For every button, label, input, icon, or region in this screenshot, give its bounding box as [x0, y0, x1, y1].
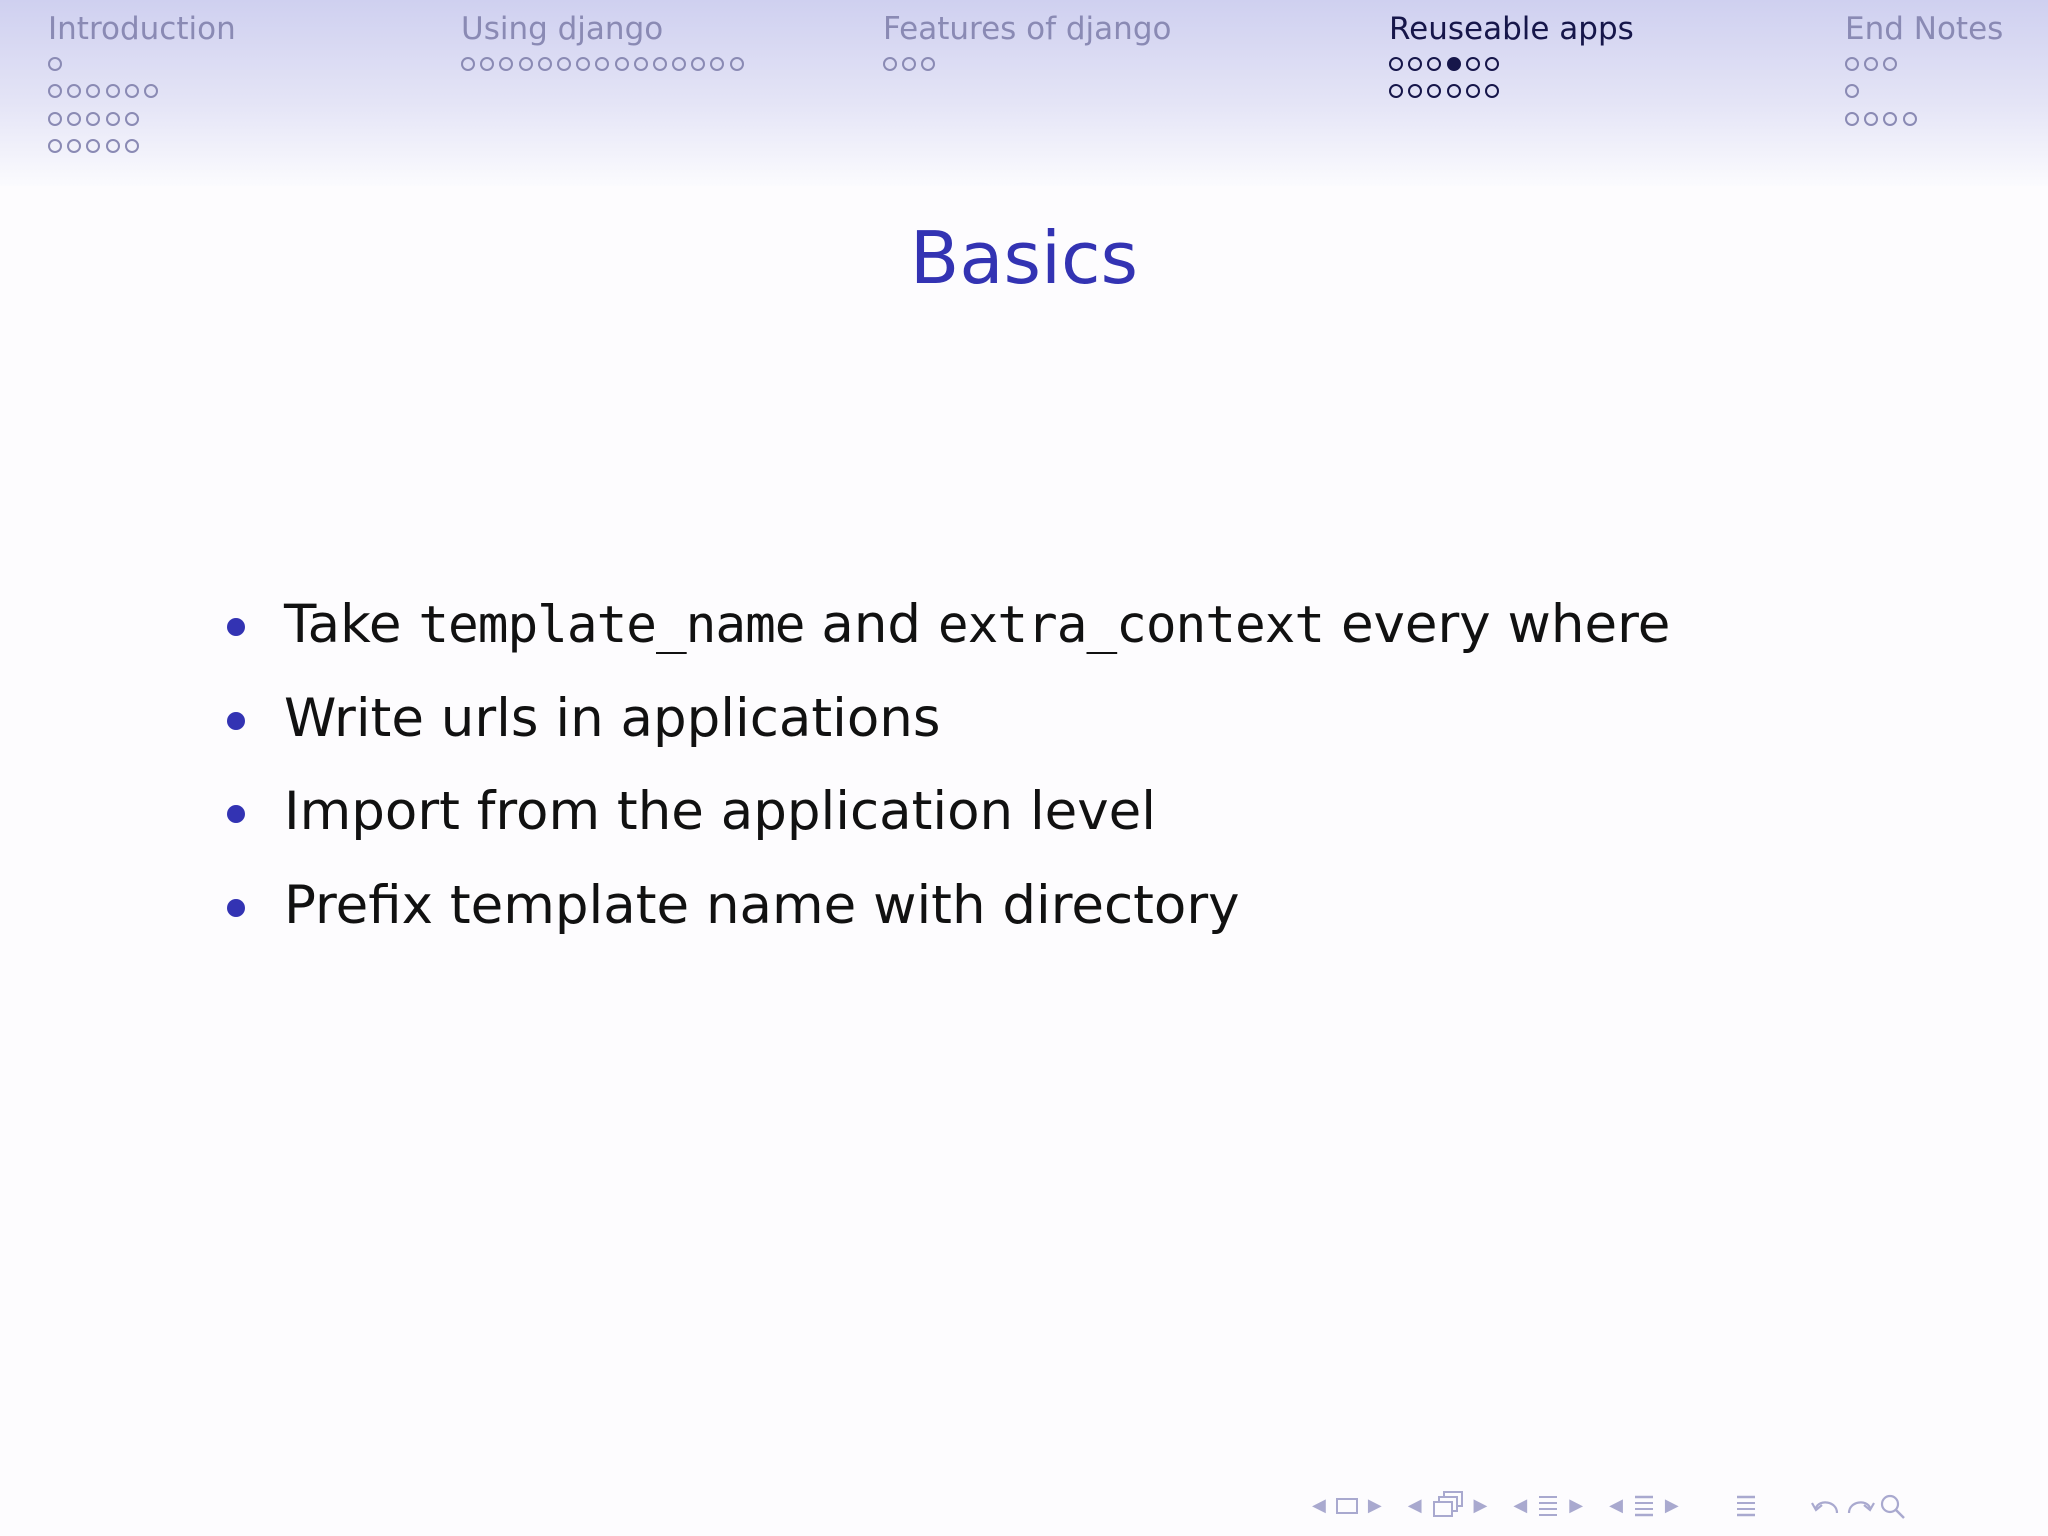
nav-section-title[interactable]: Introduction: [48, 11, 236, 47]
nav-dot-row: [883, 50, 1171, 78]
nav-dot-row: [1845, 78, 2003, 106]
history-forward-button[interactable]: [1843, 1491, 1877, 1521]
triangle-right-icon[interactable]: ▶: [1367, 1495, 1382, 1516]
section-icon: [1631, 1491, 1657, 1521]
nav-frame-dot[interactable]: [86, 84, 100, 98]
history-back-button[interactable]: [1809, 1491, 1843, 1521]
nav-frame-dot[interactable]: [1883, 57, 1897, 71]
bullet-text-part: and: [804, 594, 938, 655]
nav-frame-dots: [1389, 50, 1634, 105]
nav-dot-row: [1845, 105, 2003, 133]
nav-frame-dot[interactable]: [67, 112, 81, 126]
nav-frame-dot[interactable]: [106, 84, 120, 98]
nav-dot-row: [1389, 50, 1634, 78]
search-button[interactable]: [1877, 1491, 1911, 1521]
nav-frame-dot[interactable]: [1485, 57, 1499, 71]
nav-frame-dot[interactable]: [883, 57, 897, 71]
nav-section-using-django[interactable]: [461, 8, 749, 78]
nav-dot-row: [1845, 50, 2003, 78]
nav-dot-row: [461, 50, 749, 78]
bullet-dot: [227, 712, 245, 730]
nav-frame-dot[interactable]: [1408, 84, 1422, 98]
nav-dot-row: [48, 133, 236, 161]
beamer-navigation-controls: [1312, 1488, 1911, 1524]
triangle-left-icon[interactable]: ◀: [1312, 1495, 1326, 1516]
bullet-item: [222, 672, 1670, 766]
nav-section-title[interactable]: Features of django: [883, 11, 1172, 47]
code-extra-context: extra_context: [937, 596, 1325, 655]
bullet-list: [222, 578, 1670, 952]
nav-frame-dot[interactable]: [730, 57, 744, 71]
frame-title: Basics: [909, 216, 1139, 300]
bullet-text-part: Take: [284, 594, 419, 655]
bullet-text: Write urls in applications: [284, 687, 941, 749]
nav-dot-row: [48, 50, 236, 78]
nav-frame-dot[interactable]: [1389, 57, 1403, 71]
nav-frame-dot[interactable]: [1389, 84, 1403, 98]
nav-frame-dot-current[interactable]: [1447, 57, 1461, 71]
nav-frame-dot[interactable]: [499, 57, 513, 71]
nav-section-title[interactable]: Reuseable apps: [1389, 11, 1634, 47]
code-template-name: template_name: [418, 596, 805, 655]
nav-frame-dot[interactable]: [86, 139, 100, 153]
nav-frame-dot[interactable]: [1845, 84, 1859, 98]
bullet-text-part: every where: [1324, 594, 1671, 655]
nav-frame-dot[interactable]: [1845, 112, 1859, 126]
nav-frame-dot[interactable]: [519, 57, 533, 71]
nav-frame-dot[interactable]: [691, 57, 705, 71]
nav-frame-dots: [461, 50, 749, 78]
subsection-navigation[interactable]: [1513, 1488, 1583, 1524]
nav-frame-dot[interactable]: [461, 57, 475, 71]
nav-section-title[interactable]: Using django: [461, 11, 664, 47]
triangle-right-icon[interactable]: ▶: [1569, 1495, 1584, 1516]
triangle-left-icon[interactable]: ◀: [1513, 1495, 1528, 1516]
frame-navigation[interactable]: [1408, 1488, 1488, 1524]
nav-frame-dot[interactable]: [595, 57, 609, 71]
nav-frame-dot[interactable]: [921, 57, 935, 71]
nav-frame-dots: [883, 50, 1171, 78]
nav-frame-dot[interactable]: [902, 57, 916, 71]
bullet-text: Prefix template name with directory: [284, 874, 1240, 936]
nav-frame-dots: [48, 50, 236, 160]
section-navigation-bar: [0, 0, 2048, 186]
search-icon: [1877, 1491, 1911, 1521]
nav-frame-dot[interactable]: [1427, 57, 1441, 71]
nav-frame-dot[interactable]: [672, 57, 686, 71]
nav-frame-dot[interactable]: [86, 112, 100, 126]
nav-frame-dot[interactable]: [1408, 57, 1422, 71]
nav-frame-dot[interactable]: [1427, 84, 1441, 98]
slide-box-icon: [1334, 1494, 1360, 1518]
nav-frame-dot[interactable]: [1864, 57, 1878, 71]
nav-frame-dot[interactable]: [710, 57, 724, 71]
nav-section-features-of-django[interactable]: [883, 8, 1171, 78]
nav-frame-dot[interactable]: [615, 57, 629, 71]
nav-frame-dot[interactable]: [144, 84, 158, 98]
section-navigation[interactable]: [1609, 1488, 1679, 1524]
nav-frame-dot[interactable]: [48, 57, 62, 71]
nav-section-reuseable-apps[interactable]: [1389, 8, 1634, 105]
nav-frame-dot[interactable]: [67, 84, 81, 98]
nav-frame-dot[interactable]: [1864, 112, 1878, 126]
nav-frame-dot[interactable]: [1903, 112, 1917, 126]
nav-section-title[interactable]: End Notes: [1845, 11, 2004, 47]
triangle-right-icon[interactable]: ▶: [1473, 1495, 1488, 1516]
nav-frame-dot[interactable]: [480, 57, 494, 71]
bullet-item: [222, 765, 1670, 859]
nav-dot-row: [48, 78, 236, 106]
appendix-navigation[interactable]: [1733, 1491, 1759, 1521]
bullet-text: Import from the application level: [284, 781, 1156, 842]
nav-frame-dot[interactable]: [1883, 112, 1897, 126]
subsection-icon: [1535, 1491, 1561, 1521]
nav-frame-dot[interactable]: [67, 139, 81, 153]
nav-frame-dot[interactable]: [125, 139, 139, 153]
triangle-left-icon[interactable]: ◀: [1609, 1495, 1623, 1516]
triangle-left-icon[interactable]: ◀: [1407, 1495, 1422, 1516]
frames-icon: [1430, 1490, 1466, 1522]
bullet-item-highlighted: [222, 859, 1670, 953]
nav-section-introduction[interactable]: [48, 8, 236, 160]
appendix-icon: [1733, 1491, 1759, 1521]
nav-dot-row: [1389, 78, 1634, 106]
nav-frame-dot[interactable]: [1485, 84, 1499, 98]
nav-frame-dot[interactable]: [125, 112, 139, 126]
nav-frame-dot[interactable]: [48, 112, 62, 126]
nav-frame-dot[interactable]: [1466, 84, 1480, 98]
forward-arrow-icon: [1843, 1491, 1877, 1521]
nav-frame-dot[interactable]: [538, 57, 552, 71]
nav-frame-dot[interactable]: [125, 84, 139, 98]
bullet-dot: [227, 805, 245, 823]
nav-frame-dot[interactable]: [634, 57, 648, 71]
nav-frame-dot[interactable]: [653, 57, 667, 71]
bullet-dot: [227, 899, 245, 917]
nav-frame-dot[interactable]: [106, 112, 120, 126]
nav-frame-dot[interactable]: [1447, 84, 1461, 98]
nav-frame-dot[interactable]: [557, 57, 571, 71]
nav-dot-row: [48, 105, 236, 133]
nav-frame-dot[interactable]: [48, 84, 62, 98]
nav-frame-dot[interactable]: [576, 57, 590, 71]
nav-section-end-notes[interactable]: [1845, 8, 2003, 133]
nav-frame-dot[interactable]: [106, 139, 120, 153]
nav-frame-dots: [1845, 50, 2003, 133]
nav-frame-dot[interactable]: [1466, 57, 1480, 71]
nav-frame-dot[interactable]: [48, 139, 62, 153]
triangle-right-icon[interactable]: ▶: [1664, 1495, 1679, 1516]
back-arrow-icon: [1809, 1491, 1843, 1521]
bullet-item: [222, 578, 1670, 672]
slide-navigation[interactable]: [1312, 1488, 1382, 1524]
bullet-dot: [227, 618, 245, 636]
nav-frame-dot[interactable]: [1845, 57, 1859, 71]
